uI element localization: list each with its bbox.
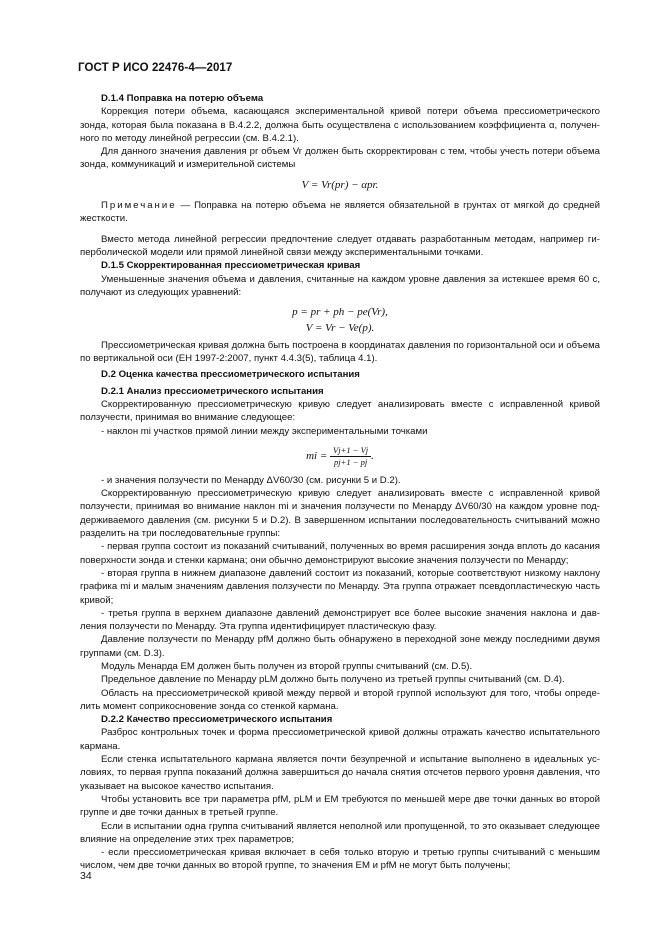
heading-d15: D.1.5 Скорректированная прессиометрическая кривая xyxy=(101,260,361,272)
list-item: - наклон mi участков прямой линии между экспериментальными точками xyxy=(101,425,428,437)
note-text: — Поправка на потерю объема не является обязательной в грунтах от мягкой до средней жесткости. xyxy=(80,200,600,225)
paragraph: Чтобы установить все три параметра pfM, pLM и EM требуются по меньшей мере две точки данных во второй группе и две точки данных в третьей группе. xyxy=(80,793,600,819)
list-item: - первая группа состоит из показаний считываний, полученных во время расширения зонда вплоть до касания поверхности зонда и стенки кармана; они обычно демонстрируют высокие значения ползучести по Менарду; xyxy=(80,541,600,566)
paragraph: Скорректированную прессиометрическую кривую следует анализировать вместе с исправленной кривой ползучести, принимая во внимание наклон mi и значения ползучести по Менарду ΔV60/30 на каждом уровне поддерживаемого давления (см. рисунки 5 и D.2). В завершенном испытании последовательность считываний можно разделить на три последовательные группы: xyxy=(80,488,600,540)
paragraph: Коррекция потери объема, касающаяся экспериментальной кривой потери объема прессиометрического зонда, которая была показана в В.4.2.2, должна быть осуществлена с использованием коэффициента α, полученного по методу линейной регрессии (см. В.4.2.1). xyxy=(80,106,600,144)
heading-d14: D.1.4 Поправка на потерю объема xyxy=(101,93,264,104)
paragraph: Область на прессиометрической кривой между первой и второй группой используют для того, чтобы определить момент соприкосновение зонда со стенкой кармана. xyxy=(80,687,600,712)
paragraph: Разброс контрольных точек и форма прессиометрической кривой должны отражать качество испытательного кармана. xyxy=(80,727,600,752)
page-number: 34 xyxy=(80,870,92,882)
list-item: - если прессиометрическая кривая включает в себя только вторую и третью группы считываний с меньшим числом, чем две точки данных во второй группе, то значения EM и pfM не могут быть получены; xyxy=(80,847,600,872)
note-label: Примечание xyxy=(101,200,177,212)
heading-d2: D.2 Оценка качества прессиометрического испытания xyxy=(101,369,360,381)
formula-slope-lhs: mi = xyxy=(306,449,328,462)
formula-slope: mi = $\frac{Vj+1 - Vj}{pj+1 - pj}$ . xyxy=(306,444,374,467)
paragraph: Если стенка испытательного кармана является почти безупречной и испытание выполнено в идеальных условиях, то первая группа показаний должна завершиться до начала снятия отсчетов первого уровня давления, что указывает на высокое качество испытания. xyxy=(80,754,600,792)
page-body xyxy=(80,92,600,873)
fraction-numerator: Vj+1 − Vj xyxy=(330,445,371,457)
paragraph: Давление ползучести по Менарду pfM должно быть обнаружено в переходной зоне между последними двумя группами (см. D.3). xyxy=(80,634,600,659)
list-item: - и значения ползучести по Менарду ΔV60/30 (см. рисунки 5 и D.2). xyxy=(101,474,401,486)
heading-d22: D.2.2 Качество прессиометрического испытания xyxy=(101,714,333,726)
paragraph: Вместо метода линейной регрессии предпочтение следует отдавать разработанным методам, например гиперболической модели или прямой линейной связи между экспериментальными точками. xyxy=(80,233,600,258)
paragraph: Скорректированную прессиометрическую кривую следует анализировать вместе с исправленной кривой ползучести, принимая во внимание следующее: xyxy=(80,398,600,424)
list-item: - третья группа в верхнем диапазоне давлений демонстрирует все более высокие значения наклона и давления ползучести по Менарду. Эта группа идентифицирует пластическую фазу. xyxy=(80,607,600,633)
heading-d21: D.2.1 Анализ прессиометрического испытания xyxy=(101,385,324,397)
fraction-denominator: pj+1 − pj xyxy=(333,456,368,467)
formula-volume: V = Vr − Ve(p). xyxy=(305,322,375,335)
list-item: - вторая группа в нижнем диапазоне давлений состоит из показаний, которые соответствуют низкому наклону графика mi и малым значениям давления ползучести по Менарду. Эта группа отражает псевдопластическую часть кривой; xyxy=(80,567,600,606)
fraction xyxy=(330,445,371,468)
paragraph: Модуль Менарда EM должен быть получен из второй группы считываний (см. D.5). xyxy=(101,660,473,672)
note xyxy=(80,199,600,226)
paragraph: Уменьшенные значения объема и давления, считанные на каждом уровне давления за истекшее время 60 с, получают из следующих уравнений: xyxy=(80,273,600,298)
formula-pressure: p = pr + ph − pe(Vr), xyxy=(292,306,388,319)
document-header: ГОСТ Р ИСО 22476-4—2017 xyxy=(78,62,233,74)
formula-volume-correction: V = Vr(pr) − αpr. xyxy=(301,178,379,191)
paragraph: Предельное давление по Менарду pLM должно быть получено из третьей группы считываний (см. D.4). xyxy=(101,674,565,686)
paragraph: Если в испытании одна группа считываний является неполной или пропущенной, то это оказывает следующее влияние на определение этих трех параметров; xyxy=(80,820,600,845)
paragraph: Прессиометрическая кривая должна быть построена в координатах давления по горизонтальной оси и объема по вертикальной оси (ЕН 1997-2:2007, пункт 4.4.3(5), таблица 4.1). xyxy=(80,339,600,365)
paragraph: Для данного значения давления pr объем Vr должен быть скорректирован с тем, чтобы учесть потери объема зонда, коммуникаций и измерительной системы xyxy=(80,146,600,171)
